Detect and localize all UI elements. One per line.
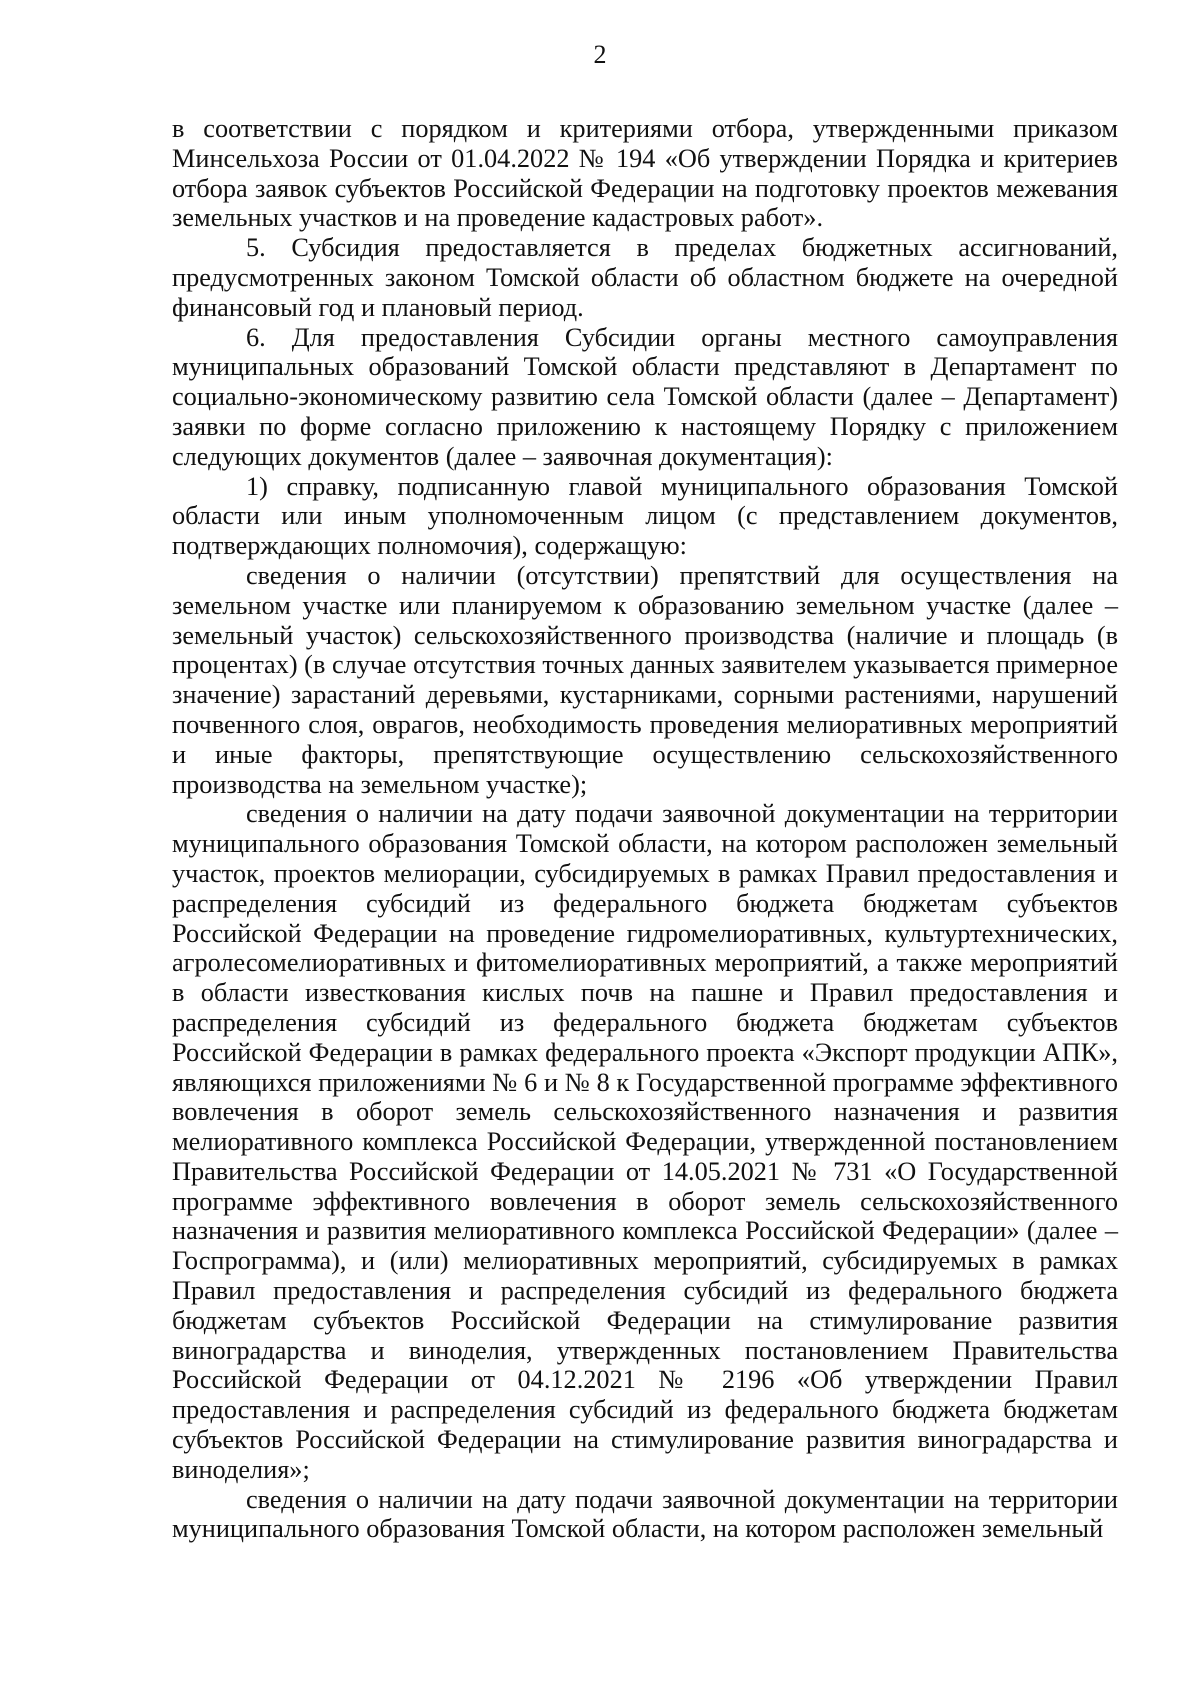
- paragraph-melioration-projects: сведения о наличии на дату подачи заявочной документации на территории муниципального образования Томской области, на котором расположен земельный участок, проектов мелиорации, субсидируемых в рамках Правил предоставления и распределения субсидий из федерального бюджета бюджетам субъектов Российской Федерации на проведение гидромелиоративных, культуртехнических, агролесомелиоративных и фитомелиоративных мероприятий, а также мероприятий в области известкования кислых почв на пашне и Правил предоставления и распределения субсидий из федерального бюджета бюджетам субъектов Российской Федерации в рамках федерального проекта «Экспорт продукции АПК», являющихся приложениями № 6 и № 8 к Государственной программе эффективного вовлечения в оборот земель сельскохозяйственного назначения и развития мелиоративного комплекса Российской Федерации, утвержденной постановлением Правительства Российской Федерации от 14.05.2021 № 731 «О Государственной программе эффективного вовлечения в оборот земель сельскохозяйственного назначения и развития мелиоративного комплекса Российской Федерации» (далее – Госпрограмма), и (или) мелиоративных мероприятий, субсидируемых в рамках Правил предоставления и распределения субсидий из федерального бюджета бюджетам субъектов Российской Федерации на стимулирование развития виноградарства и виноделия, утвержденных постановлением Правительства Российской Федерации от 04.12.2021 № 2196 «Об утверждении Правил предоставления и распределения субсидий из федерального бюджета бюджетам субъектов Российской Федерации на стимулирование развития виноградарства и виноделия»;: [172, 799, 1118, 1484]
- paragraph-obstacles-info: сведения о наличии (отсутствии) препятствий для осуществления на земельном участке или планируемом к образованию земельном участке (далее – земельный участок) сельскохозяйственного производства (наличие и площадь (в процентах) (в случае отсутствия точных данных заявителем указывается примерное значение) зарастаний деревьями, кустарниками, сорными растениями, нарушений почвенного слоя, оврагов, необходимость проведения мелиоративных мероприятий и иные факторы, препятствующие осуществлению сельскохозяйственного производства на земельном участке);: [172, 560, 1118, 799]
- paragraph-continuation: в соответствии с порядком и критериями отбора, утвержденными приказом Минсельхоза России от 01.04.2022 № 194 «Об утверждении Порядка и критериев отбора заявок субъектов Российской Федерации на подготовку проектов межевания земельных участков и на проведение кадастровых работ».: [172, 114, 1118, 233]
- paragraph-item-6: 6. Для предоставления Субсидии органы местного самоуправления муниципальных образований Томской области представляют в Департамент по социально-экономическому развитию села Томской области (далее – Департамент) заявки по форме согласно приложению к настоящему Порядку с приложением следующих документов (далее – заявочная документация):: [172, 322, 1118, 471]
- page-number: 2: [593, 40, 607, 69]
- paragraph-subitem-1: 1) справку, подписанную главой муниципального образования Томской области или иным уполномоченным лицом (с представлением документов, подтверждающих полномочия), содержащую:: [172, 471, 1118, 561]
- paragraph-item-5: 5. Субсидия предоставляется в пределах бюджетных ассигнований, предусмотренных законом Томской области об областном бюджете на очередной финансовый год и плановый период.: [172, 233, 1118, 322]
- paragraph-application-info: сведения о наличии на дату подачи заявочной документации на территории муниципального образования Томской области, на котором расположен земельный: [172, 1484, 1118, 1544]
- document-body: [172, 114, 1118, 1544]
